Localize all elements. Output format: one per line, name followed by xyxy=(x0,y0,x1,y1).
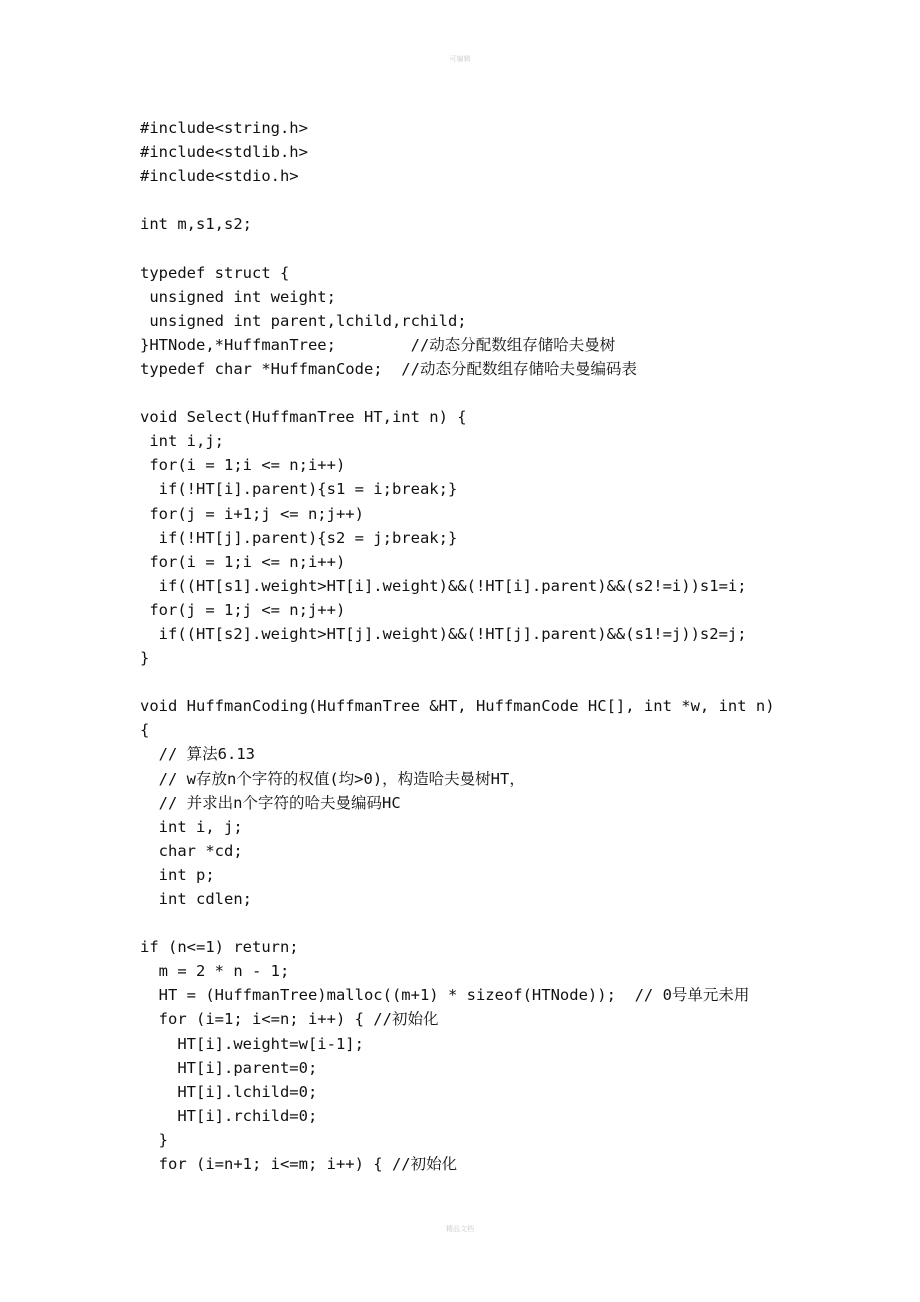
code-line xyxy=(140,670,900,694)
code-line: }HTNode,*HuffmanTree; //动态分配数组存储哈夫曼树 xyxy=(140,335,616,354)
code-line: } xyxy=(140,1130,168,1149)
code-line: } xyxy=(140,649,150,668)
code-line: char *cd; xyxy=(140,841,243,860)
code-line xyxy=(140,911,900,935)
code-line xyxy=(140,236,900,260)
code-line: for (i=1; i<=n; i++) { //初始化 xyxy=(140,1010,439,1029)
code-line: HT[i].parent=0; xyxy=(140,1058,318,1077)
code-line: if(!HT[j].parent){s2 = j;break;} xyxy=(140,528,458,547)
code-line: typedef char *HuffmanCode; //动态分配数组存储哈夫曼编码表 xyxy=(140,359,637,378)
code-line: for(j = i+1;j <= n;j++) xyxy=(140,504,364,523)
code-block xyxy=(140,116,900,1176)
code-line: #include<string.h> xyxy=(140,119,308,137)
code-line: { xyxy=(140,721,150,740)
code-line: unsigned int parent,lchild,rchild; xyxy=(140,311,467,330)
code-line: m = 2 * n - 1; xyxy=(140,962,290,981)
code-line xyxy=(140,188,900,212)
code-line: int i, j; xyxy=(140,817,243,836)
code-line: for(i = 1;i <= n;i++) xyxy=(140,456,346,475)
code-line: void Select(HuffmanTree HT,int n) { xyxy=(140,408,467,427)
code-line: // 算法6.13 xyxy=(140,745,255,764)
code-line: int m,s1,s2; xyxy=(140,215,252,234)
code-line: if((HT[s2].weight>HT[j].weight)&&(!HT[j].parent)&&(s1!=j))s2=j; xyxy=(140,624,747,643)
page-footer-watermark: 精品文档 xyxy=(446,1225,474,1233)
code-line: HT = (HuffmanTree)malloc((m+1) * sizeof(HTNode)); // 0号单元未用 xyxy=(140,986,750,1005)
code-line: int i,j; xyxy=(140,432,224,451)
code-line: HT[i].weight=w[i-1]; xyxy=(140,1034,364,1053)
code-line: // 并求出n个字符的哈夫曼编码HC xyxy=(140,793,401,812)
code-line: if (n<=1) return; xyxy=(140,938,299,957)
code-line: #include<stdio.h> xyxy=(140,167,299,186)
code-line: for(j = 1;j <= n;j++) xyxy=(140,600,346,619)
code-line: typedef struct { xyxy=(140,263,290,282)
code-line: HT[i].lchild=0; xyxy=(140,1082,318,1101)
code-line: // w存放n个字符的权值(均>0)，构造哈夫曼树HT， xyxy=(140,769,525,788)
code-line: if((HT[s1].weight>HT[i].weight)&&(!HT[i].parent)&&(s2!=i))s1=i; xyxy=(140,576,747,595)
page-header-watermark: 可编辑 xyxy=(449,55,471,63)
code-line: HT[i].rchild=0; xyxy=(140,1106,318,1125)
code-line: #include<stdlib.h> xyxy=(140,143,308,162)
code-line xyxy=(140,381,900,405)
code-line: int cdlen; xyxy=(140,890,252,908)
code-line: int p; xyxy=(140,865,215,884)
code-line: void HuffmanCoding(HuffmanTree &HT, HuffmanCode HC[], int *w, int n) xyxy=(140,697,775,716)
code-line: if(!HT[i].parent){s1 = i;break;} xyxy=(140,480,458,499)
code-line: for (i=n+1; i<=m; i++) { //初始化 xyxy=(140,1155,458,1174)
code-line: for(i = 1;i <= n;i++) xyxy=(140,552,346,571)
code-line: unsigned int weight; xyxy=(140,287,336,306)
